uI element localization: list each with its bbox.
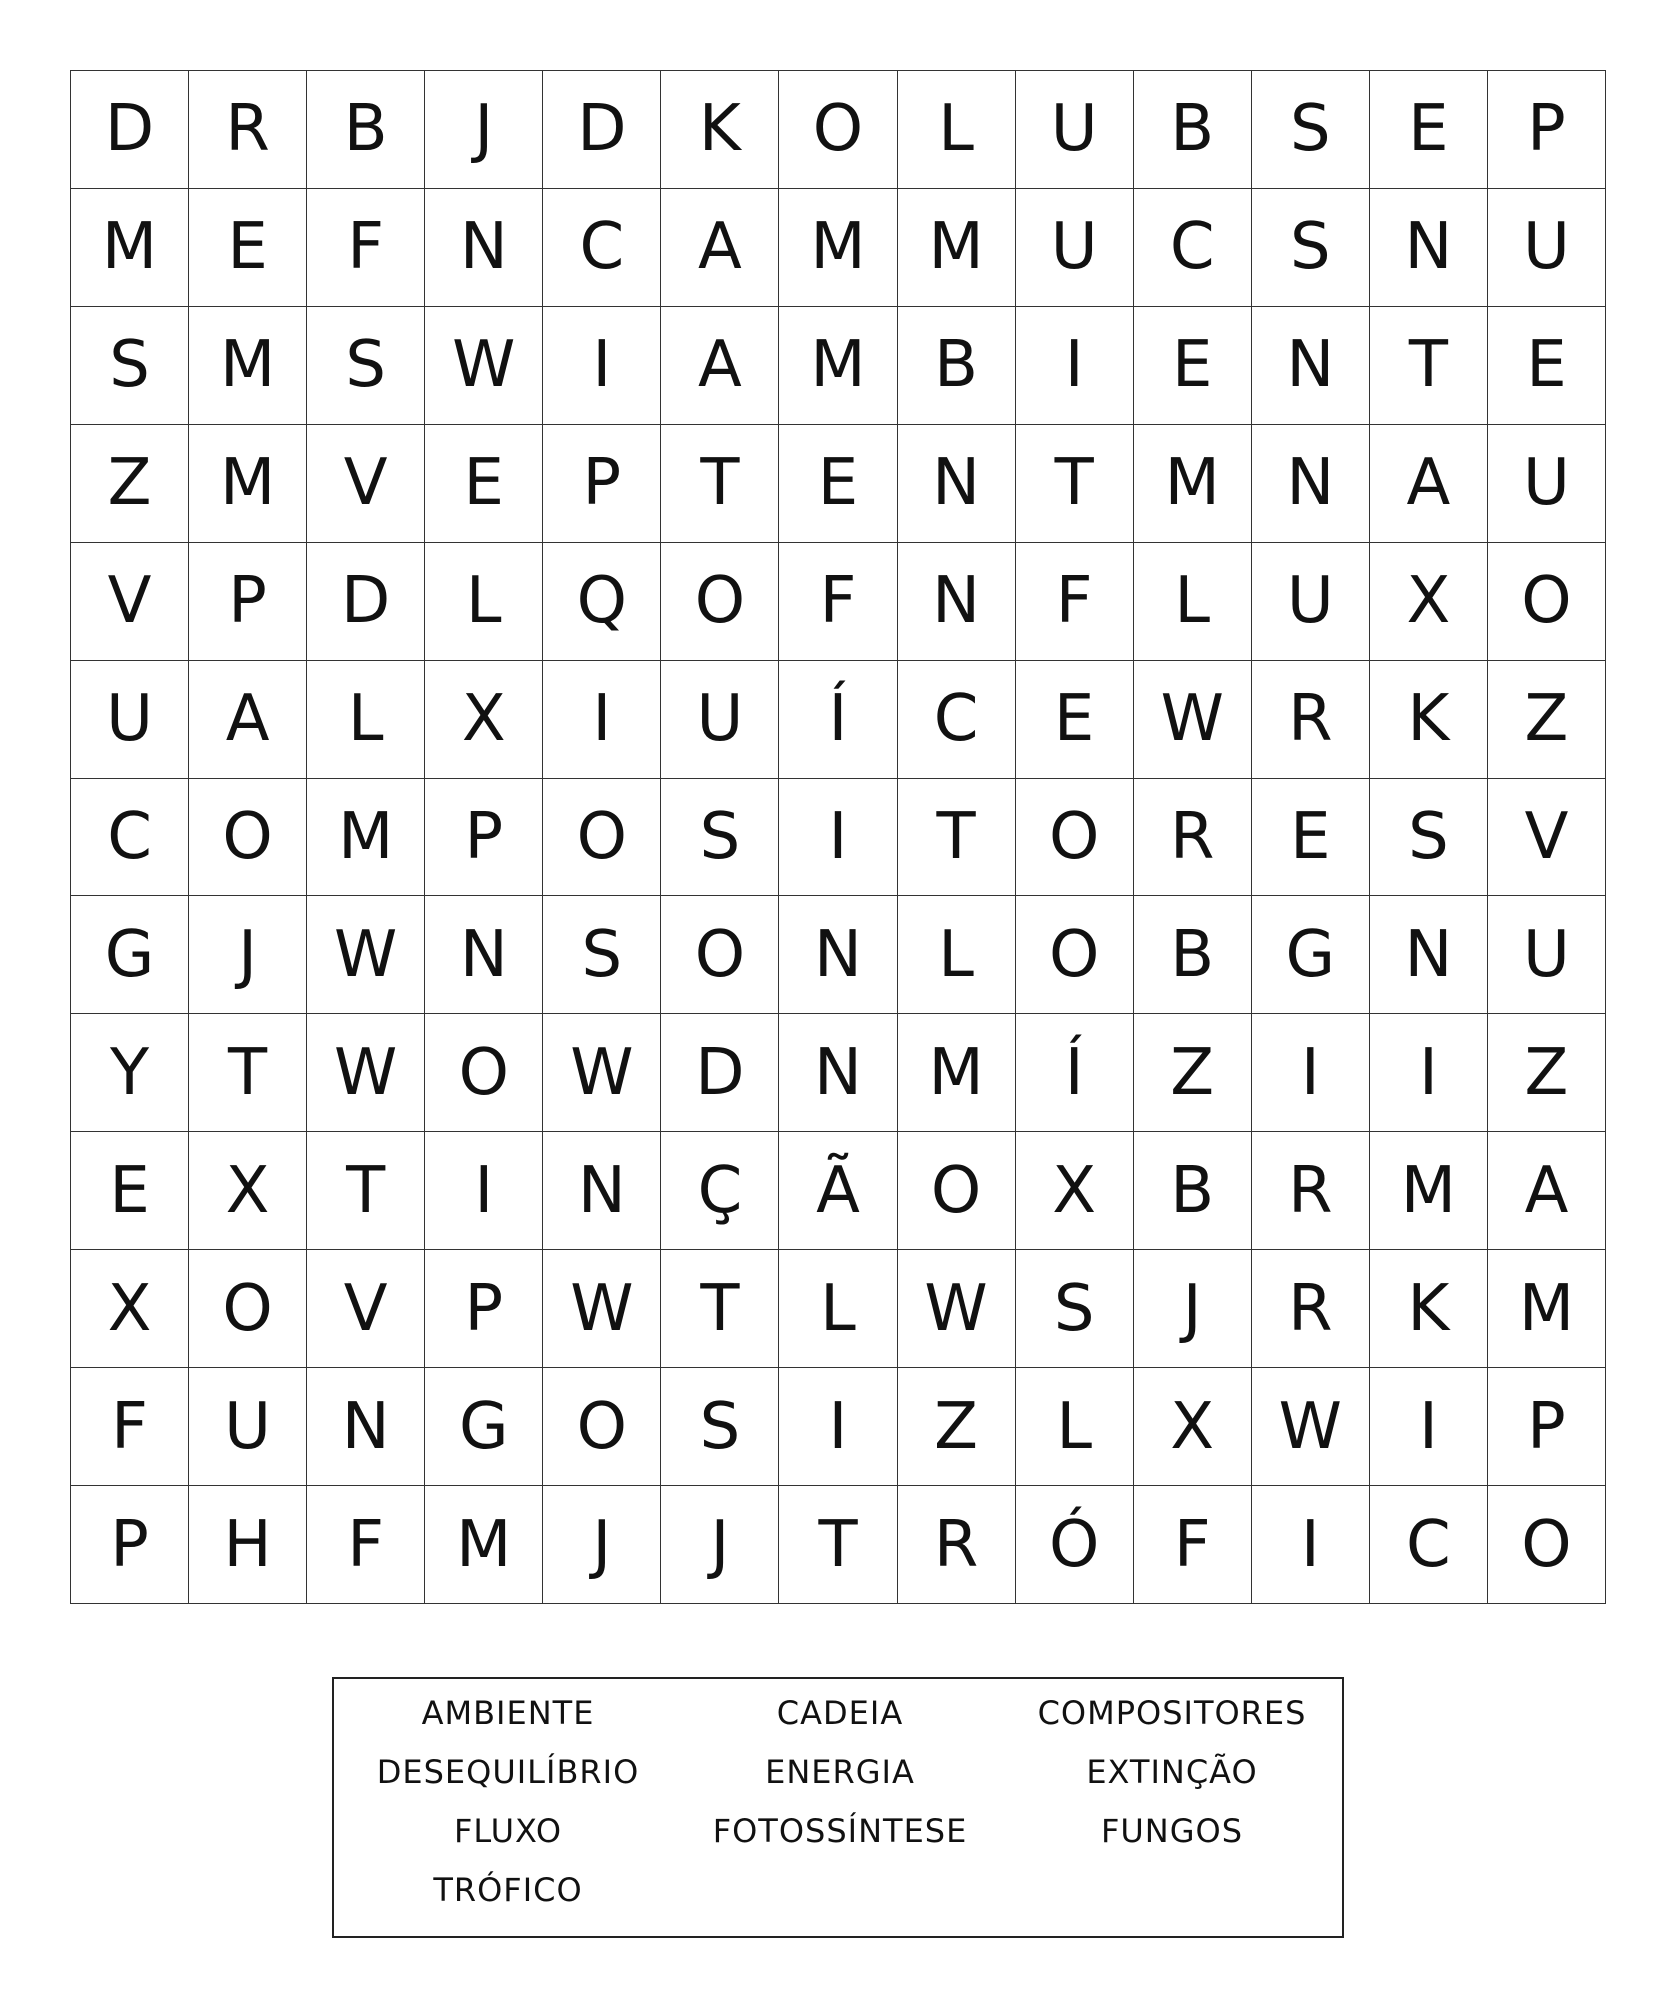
grid-cell[interactable]: I [543, 307, 661, 425]
word-list-item: ENERGIA [765, 1753, 915, 1791]
grid-cell[interactable]: P [1488, 1368, 1606, 1486]
grid-cell[interactable]: O [543, 1368, 661, 1486]
grid-cell[interactable]: O [898, 1132, 1016, 1250]
grid-cell[interactable]: F [779, 543, 897, 661]
grid-cell[interactable]: W [425, 307, 543, 425]
grid-cell[interactable]: Ç [661, 1132, 779, 1250]
grid-cell[interactable]: N [898, 543, 1016, 661]
word-list-item: FLUXO [453, 1812, 563, 1850]
grid-cell[interactable]: C [71, 779, 189, 897]
grid-cell[interactable]: S [1016, 1250, 1134, 1368]
grid-cell[interactable]: C [543, 189, 661, 307]
grid-cell[interactable]: W [1252, 1368, 1370, 1486]
grid-cell[interactable]: D [71, 71, 189, 189]
grid-cell[interactable]: B [898, 307, 1016, 425]
word-list-item: CADEIA [776, 1694, 904, 1732]
grid-cell[interactable]: B [1134, 1132, 1252, 1250]
grid-cell[interactable]: C [1134, 189, 1252, 307]
grid-cell[interactable]: N [307, 1368, 425, 1486]
grid-cell[interactable]: C [898, 661, 1016, 779]
grid-cell[interactable]: I [1016, 307, 1134, 425]
grid-cell[interactable]: P [543, 425, 661, 543]
grid-cell[interactable]: Z [1488, 1014, 1606, 1132]
grid-cell[interactable]: F [1016, 543, 1134, 661]
grid-cell[interactable]: N [425, 189, 543, 307]
grid-cell[interactable]: N [898, 425, 1016, 543]
grid-cell[interactable]: O [1488, 1486, 1606, 1604]
grid-cell[interactable]: N [1252, 307, 1370, 425]
grid-cell[interactable]: W [1134, 661, 1252, 779]
grid-cell[interactable]: O [661, 543, 779, 661]
grid-cell[interactable]: D [307, 543, 425, 661]
grid-cell[interactable]: M [898, 1014, 1016, 1132]
grid-cell[interactable]: B [307, 71, 425, 189]
word-list-item: FOTOSSÍNTESE [712, 1812, 968, 1850]
grid-cell[interactable]: Ã [779, 1132, 897, 1250]
grid-cell[interactable]: I [543, 661, 661, 779]
grid-cell[interactable]: S [307, 307, 425, 425]
grid-cell[interactable]: M [1488, 1250, 1606, 1368]
grid-cell[interactable]: M [1134, 425, 1252, 543]
grid-cell[interactable]: V [71, 543, 189, 661]
grid-cell[interactable]: E [1134, 307, 1252, 425]
grid-cell[interactable]: U [71, 661, 189, 779]
grid-cell[interactable]: N [543, 1132, 661, 1250]
grid-cell[interactable]: A [1488, 1132, 1606, 1250]
grid-cell[interactable]: L [1016, 1368, 1134, 1486]
grid-cell[interactable]: I [779, 779, 897, 897]
grid-cell[interactable]: M [307, 779, 425, 897]
grid-cell[interactable]: L [1134, 543, 1252, 661]
grid-cell[interactable]: H [189, 1486, 307, 1604]
grid-cell[interactable]: P [1488, 71, 1606, 189]
grid-cell[interactable]: W [543, 1250, 661, 1368]
grid-cell[interactable]: M [779, 307, 897, 425]
grid-cell[interactable]: E [1016, 661, 1134, 779]
grid-cell[interactable]: L [779, 1250, 897, 1368]
grid-cell[interactable]: O [1016, 779, 1134, 897]
grid-cell[interactable]: I [779, 1368, 897, 1486]
grid-cell[interactable]: T [1016, 425, 1134, 543]
grid-cell[interactable]: U [1016, 71, 1134, 189]
grid-cell[interactable]: M [189, 425, 307, 543]
grid-cell[interactable]: J [425, 71, 543, 189]
grid-cell[interactable]: P [71, 1486, 189, 1604]
grid-cell[interactable]: Ó [1016, 1486, 1134, 1604]
grid-cell[interactable]: V [307, 425, 425, 543]
grid-cell[interactable]: P [425, 779, 543, 897]
grid-cell[interactable]: T [779, 1486, 897, 1604]
word-list-item: AMBIENTE [421, 1694, 595, 1732]
letter-grid [70, 70, 1606, 1604]
grid-cell[interactable]: X [1016, 1132, 1134, 1250]
grid-cell[interactable]: X [189, 1132, 307, 1250]
grid-cell[interactable]: S [1252, 189, 1370, 307]
grid-cell[interactable]: R [1252, 661, 1370, 779]
grid-cell[interactable]: M [189, 307, 307, 425]
grid-cell[interactable]: D [661, 1014, 779, 1132]
grid-cell[interactable]: R [1252, 1132, 1370, 1250]
grid-cell[interactable]: E [71, 1132, 189, 1250]
grid-cell[interactable]: O [779, 71, 897, 189]
grid-cell[interactable]: N [779, 1014, 897, 1132]
grid-cell[interactable]: A [661, 189, 779, 307]
grid-cell[interactable]: T [189, 1014, 307, 1132]
grid-cell[interactable]: N [1252, 425, 1370, 543]
grid-cell[interactable]: A [1370, 425, 1488, 543]
grid-cell[interactable]: R [898, 1486, 1016, 1604]
grid-cell[interactable]: S [1370, 779, 1488, 897]
grid-cell[interactable]: J [661, 1486, 779, 1604]
word-list-item: FUNGOS [1100, 1812, 1244, 1850]
grid-cell[interactable]: S [71, 307, 189, 425]
grid-cell[interactable]: E [1488, 307, 1606, 425]
grid-cell[interactable]: Q [543, 543, 661, 661]
grid-cell[interactable]: U [1488, 189, 1606, 307]
grid-cell[interactable]: E [779, 425, 897, 543]
grid-cell[interactable]: C [1370, 1486, 1488, 1604]
grid-cell[interactable]: B [1134, 896, 1252, 1014]
word-list-item: TRÓFICO [433, 1871, 583, 1909]
grid-cell[interactable]: W [307, 1014, 425, 1132]
grid-cell[interactable]: L [307, 661, 425, 779]
grid-cell[interactable]: U [189, 1368, 307, 1486]
grid-cell[interactable]: N [1370, 189, 1488, 307]
grid-cell[interactable]: I [1370, 1014, 1488, 1132]
grid-cell[interactable]: O [1016, 896, 1134, 1014]
grid-cell[interactable]: X [71, 1250, 189, 1368]
word-list-item: EXTINÇÃO [1086, 1753, 1258, 1791]
grid-cell[interactable]: N [425, 896, 543, 1014]
grid-cell[interactable]: U [1252, 543, 1370, 661]
grid-cell[interactable]: W [898, 1250, 1016, 1368]
grid-cell[interactable]: O [189, 779, 307, 897]
word-list [342, 1693, 1338, 1929]
grid-cell[interactable]: G [71, 896, 189, 1014]
grid-cell[interactable]: K [1370, 661, 1488, 779]
grid-cell[interactable]: F [307, 189, 425, 307]
grid-cell[interactable]: A [189, 661, 307, 779]
grid-cell[interactable]: O [543, 779, 661, 897]
grid-cell[interactable]: X [1134, 1368, 1252, 1486]
grid-cell[interactable]: A [661, 307, 779, 425]
word-list-item: DESEQUILÍBRIO [376, 1753, 640, 1791]
grid-cell[interactable]: W [307, 896, 425, 1014]
grid-cell[interactable]: G [425, 1368, 543, 1486]
grid-cell[interactable]: T [1370, 307, 1488, 425]
grid-cell[interactable]: D [543, 71, 661, 189]
grid-cell[interactable]: L [898, 896, 1016, 1014]
grid-cell[interactable]: F [307, 1486, 425, 1604]
grid-cell[interactable]: N [779, 896, 897, 1014]
grid-cell[interactable]: F [1134, 1486, 1252, 1604]
grid-cell[interactable]: S [1252, 71, 1370, 189]
grid-cell[interactable]: X [425, 661, 543, 779]
grid-cell[interactable]: N [1370, 896, 1488, 1014]
grid-cell[interactable]: T [307, 1132, 425, 1250]
grid-cell[interactable]: O [425, 1014, 543, 1132]
grid-cell[interactable]: G [1252, 896, 1370, 1014]
grid-cell[interactable]: I [1370, 1368, 1488, 1486]
grid-cell[interactable]: Z [71, 425, 189, 543]
grid-cell[interactable]: U [1016, 189, 1134, 307]
grid-cell[interactable]: B [1134, 71, 1252, 189]
grid-cell[interactable]: I [425, 1132, 543, 1250]
grid-cell[interactable]: R [189, 71, 307, 189]
grid-cell[interactable]: Z [1488, 661, 1606, 779]
grid-cell[interactable]: P [425, 1250, 543, 1368]
grid-cell[interactable]: S [661, 779, 779, 897]
word-bank [332, 1677, 1344, 1938]
grid-cell[interactable]: I [1252, 1014, 1370, 1132]
grid-cell[interactable]: S [543, 896, 661, 1014]
grid-cell[interactable]: X [1370, 543, 1488, 661]
grid-cell[interactable]: P [189, 543, 307, 661]
grid-cell[interactable]: Z [1134, 1014, 1252, 1132]
grid-cell[interactable]: Z [898, 1368, 1016, 1486]
grid-cell[interactable]: M [1370, 1132, 1488, 1250]
grid-cell[interactable]: U [661, 661, 779, 779]
grid-cell[interactable]: V [1488, 779, 1606, 897]
grid-cell[interactable]: T [661, 425, 779, 543]
grid-cell[interactable]: J [189, 896, 307, 1014]
grid-cell[interactable]: U [1488, 425, 1606, 543]
grid-cell[interactable]: M [71, 189, 189, 307]
grid-cell[interactable]: Y [71, 1014, 189, 1132]
grid-cell[interactable]: L [898, 71, 1016, 189]
grid-cell[interactable]: T [898, 779, 1016, 897]
grid-cell[interactable]: E [1252, 779, 1370, 897]
grid-cell[interactable]: O [661, 896, 779, 1014]
grid-cell[interactable]: R [1252, 1250, 1370, 1368]
grid-cell[interactable]: J [543, 1486, 661, 1604]
grid-cell[interactable]: O [189, 1250, 307, 1368]
grid-cell[interactable]: Í [1016, 1014, 1134, 1132]
grid-cell[interactable]: L [425, 543, 543, 661]
grid-cell[interactable]: J [1134, 1250, 1252, 1368]
grid-cell[interactable]: M [898, 189, 1016, 307]
grid-cell[interactable]: V [307, 1250, 425, 1368]
grid-cell[interactable]: K [1370, 1250, 1488, 1368]
grid-cell[interactable]: K [661, 71, 779, 189]
word-list-item: COMPOSITORES [1037, 1694, 1307, 1732]
grid-cell[interactable]: I [1252, 1486, 1370, 1604]
grid-cell[interactable]: M [779, 189, 897, 307]
grid-cell[interactable]: O [1488, 543, 1606, 661]
grid-cell[interactable]: R [1134, 779, 1252, 897]
grid-cell[interactable]: S [661, 1368, 779, 1486]
grid-cell[interactable]: M [425, 1486, 543, 1604]
grid-cell[interactable]: E [189, 189, 307, 307]
grid-cell[interactable]: Í [779, 661, 897, 779]
grid-cell[interactable]: F [71, 1368, 189, 1486]
grid-cell[interactable]: E [1370, 71, 1488, 189]
grid-cell[interactable]: T [661, 1250, 779, 1368]
grid-cell[interactable]: U [1488, 896, 1606, 1014]
grid-cell[interactable]: E [425, 425, 543, 543]
grid-cell[interactable]: W [543, 1014, 661, 1132]
